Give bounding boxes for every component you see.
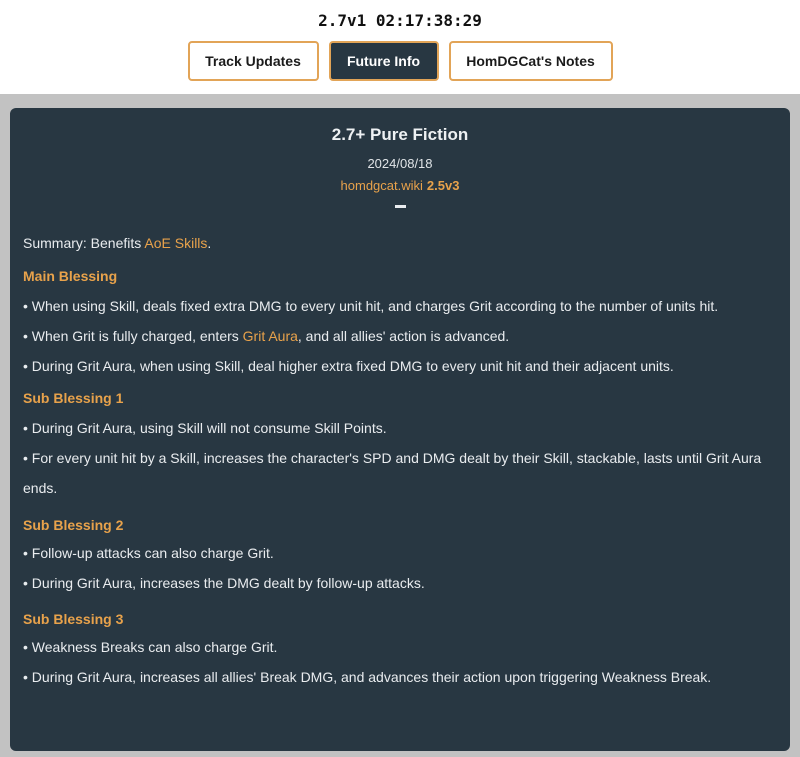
card-date: 2024/08/18 (367, 156, 433, 171)
wiki-version-link[interactable]: 2.5v3 (426, 178, 460, 193)
main-blessing-title: Main Blessing (23, 268, 118, 284)
sub-blessing-1-bullet-1: • During Grit Aura, using Skill will not consume Skill Points. (23, 420, 387, 436)
bullet-text: • When Grit is fully charged, enters (23, 328, 243, 344)
notes-button[interactable]: HomDGCat's Notes (449, 41, 613, 81)
sub-blessing-3-bullet-2: • During Grit Aura, increases all allies' Break DMG, and advances their action upon triggering Weakness Break. (23, 669, 712, 685)
version-countdown: 2.7v1 02:17:38:29 (318, 11, 482, 30)
card-title: 2.7+ Pure Fiction (331, 125, 469, 144)
future-info-button[interactable]: Future Info (329, 41, 439, 81)
main-blessing-bullet-1: • When using Skill, deals fixed extra DMG to every unit hit, and charges Grit according to the number of units hit. (23, 298, 719, 314)
sub-blessing-2-bullet-2: • During Grit Aura, increases the DMG dealt by follow-up attacks. (23, 575, 425, 591)
sub-blessing-3-section (23, 609, 777, 692)
card-header (23, 125, 777, 208)
sub-blessing-2-section (23, 515, 777, 598)
wiki-link[interactable]: homdgcat.wiki (340, 178, 423, 193)
card-source (23, 178, 777, 194)
summary-suffix: . (207, 235, 212, 251)
sub-blessing-1-bullet-2: • For every unit hit by a Skill, increases the character's SPD and DMG dealt by their Skill, stackable, lasts until Grit Aura ends. (23, 450, 762, 496)
grit-aura-link[interactable]: Grit Aura (242, 328, 298, 344)
sub-blessing-2-bullet-1: • Follow-up attacks can also charge Grit. (23, 545, 274, 561)
sub-blessing-2-title: Sub Blessing 2 (23, 517, 124, 533)
sub-blessing-3-bullet-1: • Weakness Breaks can also charge Grit. (23, 639, 278, 655)
sub-blessing-1-section (23, 388, 777, 503)
nav-bar (0, 41, 800, 81)
collapse-toggle[interactable] (395, 205, 406, 208)
top-header (0, 0, 800, 94)
sub-blessing-1-title: Sub Blessing 1 (23, 390, 124, 406)
main-blessing-bullet-3: • During Grit Aura, when using Skill, deal higher extra fixed DMG to every unit hit and their adjacent units. (23, 358, 674, 374)
bullet-text: , and all allies' action is advanced. (297, 328, 510, 344)
aoe-skills-link[interactable]: AoE Skills (144, 235, 208, 251)
pure-fiction-card (10, 108, 790, 751)
main-blessing-section (23, 266, 777, 381)
track-updates-button[interactable]: Track Updates (188, 41, 319, 81)
sub-blessing-3-title: Sub Blessing 3 (23, 611, 124, 627)
summary (23, 233, 777, 253)
summary-prefix: Summary: Benefits (23, 235, 145, 251)
main-blessing-bullet-2 (23, 321, 777, 351)
